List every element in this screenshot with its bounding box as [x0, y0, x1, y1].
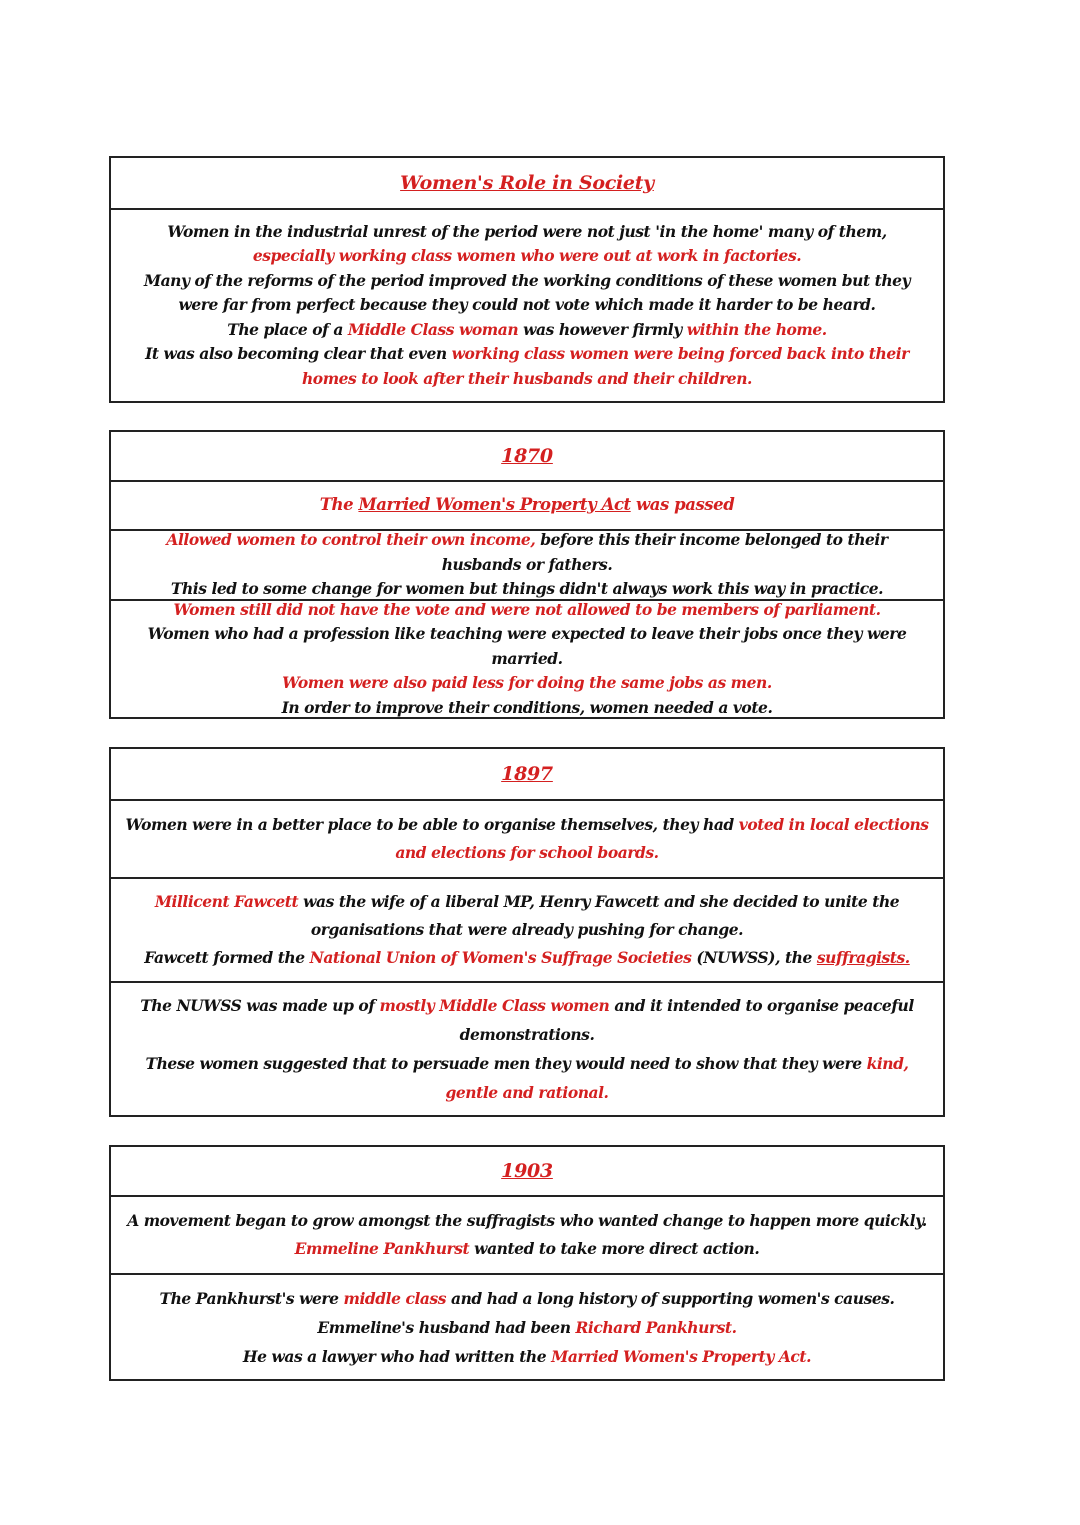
row-1897-fawcett: Millicent Fawcett was the wife of a liberal MP, Henry Fawcett and she decided to unite the organisations that were already pushing for change. Fawcett formed the National Union of Women's Suffrage Societies (NUWSS), the suffragists.	[111, 877, 943, 981]
year-title: 1903	[501, 1160, 553, 1182]
paragraph: Many of the reforms of the period improved the working conditions of these women but they were far from perfect because they could not vote which made it harder to be heard.	[143, 270, 911, 315]
section-1870	[109, 430, 945, 719]
section-1897	[109, 747, 945, 1117]
paragraph: Women in the industrial unrest of the period were not just 'in the home' many of them, especially working class women who were out at work in factories.	[167, 221, 887, 266]
paragraph: The place of a Middle Class woman was however firmly within the home.	[227, 319, 827, 339]
year-title: 1870	[501, 445, 553, 467]
row-1897-nuwss: The NUWSS was made up of mostly Middle Class women and it intended to organise peaceful demonstrations. These women suggested that to persuade men they would need to show that they were kind, gentle and rational.	[111, 981, 943, 1115]
year-row	[111, 1147, 943, 1195]
row-1897-organise: Women were in a better place to be able to organise themselves, they had voted in local elections and elections for school boards.	[111, 799, 943, 877]
paragraph: It was also becoming clear that even working class women were being forced back into their homes to look after their husbands and their children.	[145, 344, 909, 388]
year-row	[111, 432, 943, 480]
row-1903-movement: A movement began to grow amongst the suffragists who wanted change to happen more quickly. Emmeline Pankhurst wanted to take more direct action.	[111, 1195, 943, 1273]
year-title: 1897	[501, 763, 553, 785]
role-body	[111, 208, 943, 401]
section-title: Women's Role in Society	[400, 172, 654, 194]
section-1903	[109, 1145, 945, 1381]
year-row	[111, 749, 943, 799]
role-title-row	[111, 158, 943, 208]
row-1870-vote: Women still did not have the vote and were not allowed to be members of parliament. Women who had a profession like teaching were expected to leave their jobs once they were married. Women were also paid less for doing the same jobs as men. In order to improve their conditions, women needed a vote.	[111, 599, 943, 717]
role-section	[109, 156, 945, 403]
act-row: The Married Women's Property Act was passed	[111, 480, 943, 529]
row-1870-income: Allowed women to control their own income, before this their income belonged to their husbands or fathers. This led to some change for women but things didn't always work this way in practice.	[111, 529, 943, 599]
row-1903-pankhurst: The Pankhurst's were middle class and had a long history of supporting women's causes. Emmeline's husband had been Richard Pankhurst. He was a lawyer who had written the Married Women's Property Act.	[111, 1273, 943, 1379]
